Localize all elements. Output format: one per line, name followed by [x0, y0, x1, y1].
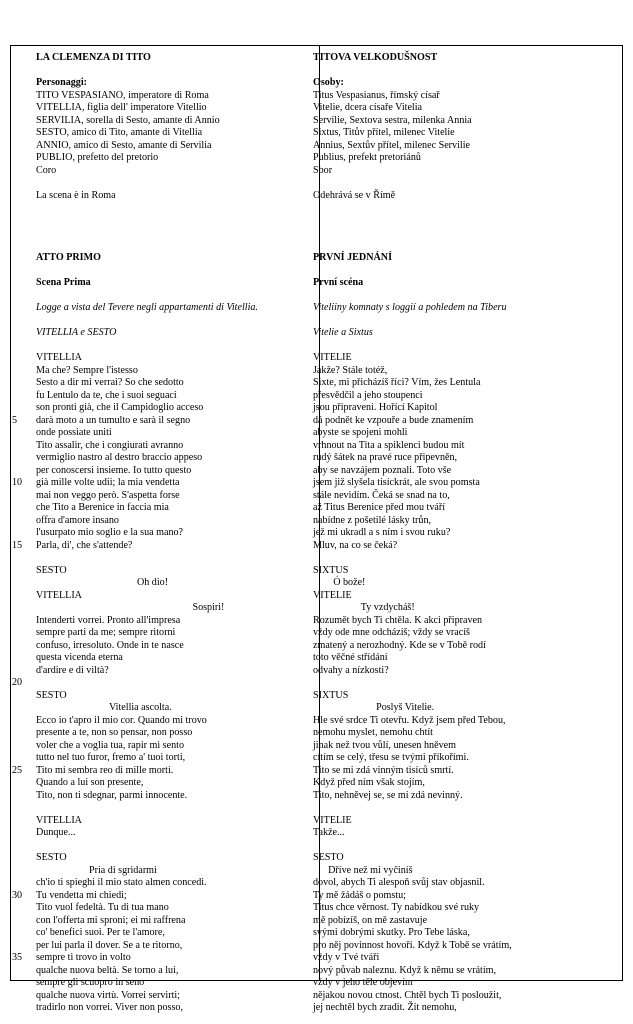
italian-text-line [36, 340, 316, 353]
italian-text-line: già mille volte udii; la mia vendetta [36, 477, 180, 488]
italian-text-line: tradirlo non vorrei. Viver non posso, [36, 1002, 183, 1013]
italian-text-line: Vitellia ascolta. [36, 702, 172, 713]
czech-text-line: nabídne z pošetilé lásky trůn, [313, 514, 432, 526]
italian-text-line: che Tito a Berenice in faccia mia [36, 502, 169, 513]
czech-text-line [313, 315, 611, 328]
italian-text-line: ANNIO, amico di Sesto, amante di Servilia [36, 139, 212, 151]
czech-text-line: Mluv, na co se čeká? [313, 539, 398, 551]
italian-text-line [36, 265, 316, 278]
czech-text-line: pro něj povinnost hovoří. Když k Tobě se vrátím, [313, 939, 512, 951]
czech-text-line: Jakže? Stále totéž, [313, 364, 388, 376]
italian-text-line: confuso, irresoluto. Onde in te nasce [36, 639, 184, 651]
verse-line-number: 5 [12, 414, 18, 426]
czech-text-line: Publius, prefekt pretoriánů [313, 152, 421, 163]
italian-text-line: sempre parti da me; sempre ritorni [36, 627, 176, 638]
czech-text-line: jsem již slyšela tisíckrát, ale svou pomsta [313, 477, 480, 488]
italian-text-line: darà moto a un tumulto e sarà il segno [36, 414, 191, 426]
czech-text-line [313, 215, 611, 228]
czech-text-line: toto věčné střídání [313, 652, 388, 663]
italian-text-line: Intenderti vorrei. Pronto all'impresa [36, 614, 181, 626]
czech-text-line: stále nevidím. Čeká se snad na to, [313, 489, 450, 501]
italian-text-line: offra d'amore insano [36, 514, 119, 526]
italian-text-line: VITELLIA e SESTO [36, 327, 117, 338]
italian-text-line: con l'offerta mi sproni; ei mi raffrena [36, 914, 186, 926]
italian-text-line: PUBLIO, prefetto del pretorio [36, 152, 159, 163]
czech-text-line: Ó bože! [313, 577, 366, 588]
czech-text-line: dá podnět ke vzpouře a bude znamením [313, 414, 474, 426]
italian-text-line: Quando a lui son presente, [36, 777, 144, 788]
italian-text-line: SESTO [36, 564, 67, 576]
czech-text-line: nějakou novou ctnost. Chtěl bych Ti posloužit, [313, 989, 502, 1001]
italian-text-line: Personaggi: [36, 77, 88, 88]
italian-text-line: Sospiri! [36, 602, 225, 613]
italian-text-line: questa vicenda eterna [36, 652, 123, 663]
czech-text-line: aby se navzájem poznali. Toto vše [313, 464, 452, 476]
czech-text-line [313, 677, 611, 690]
italian-text-line: qualche nuova beltà. Se torno a lui, [36, 964, 179, 976]
czech-text-line [313, 65, 611, 78]
czech-text-line: dovol, abych Ti alespoň svůj stav objasnil. [313, 877, 485, 888]
czech-text-line: Takže... [313, 827, 345, 838]
czech-text-line: TITOVA VELKODUŠNOST [313, 52, 438, 63]
czech-text-line: Odehrává se v Římě [313, 189, 396, 201]
czech-text-line: Vitelie, dcera císaře Vitelia [313, 102, 423, 113]
italian-text-line: Tu vendetta mi chiedi; [36, 889, 127, 901]
czech-text-line [313, 177, 611, 190]
czech-text-line: jsou připraveni. Hořící Kapitol [313, 402, 438, 413]
czech-text-line: cítím se celý, třesu se tvými příkořími. [313, 752, 469, 763]
czech-text-line: nemohu myslet, nemohu chtít [313, 727, 433, 738]
italian-text-line: Tito assalir, che i congiurati avranno [36, 439, 184, 451]
czech-text-line [313, 202, 611, 215]
italian-text-line: Sesto a dir mi verrai? So che sedotto [36, 377, 184, 388]
italian-text-line [36, 65, 316, 78]
verse-line-number: 10 [12, 477, 23, 488]
czech-text-line: VITELIE [313, 352, 352, 363]
czech-text-line: Titus Vespasianus, římský císař [313, 89, 440, 101]
italian-text-line: co' benefici suoi. Per te l'amore, [36, 927, 165, 938]
czech-text-line: až Titus Berenice před mou tváří [313, 502, 446, 513]
czech-text-line: Když před ním však stojím, [313, 777, 425, 788]
czech-text-column [313, 52, 611, 1015]
italian-text-line: ATTO PRIMO [36, 252, 101, 263]
italian-text-line: Tito, non ti sdegnar, parmi innocente. [36, 789, 188, 801]
italian-text-line: SERVILIA, sorella di Sesto, amante di Annio [36, 114, 220, 126]
italian-text-line: VITELLIA, figlia dell' imperatore Vitellio [36, 102, 207, 113]
verse-line-number: 35 [12, 952, 23, 963]
czech-text-line: VITELIE [313, 589, 352, 601]
czech-text-line: Annius, Sextův přítel, milenec Servilie [313, 139, 470, 151]
czech-text-line: Titus chce věrnost. Ty nabídkou své ruky [313, 902, 480, 913]
czech-text-line: První scéna [313, 277, 364, 288]
italian-text-line [36, 227, 316, 240]
italian-text-line: Coro [36, 164, 57, 176]
czech-text-line: Tito se mi zdá vinným tisíců smrtí. [313, 764, 454, 776]
czech-text-line: VITELIE [313, 814, 352, 826]
italian-text-line: onde possiate uniti [36, 427, 112, 438]
italian-text-line: LA CLEMENZA DI TITO [36, 52, 151, 63]
italian-text-line: Pria di sgridarmi [36, 864, 157, 876]
czech-text-line: SIXTUS [313, 564, 349, 576]
czech-text-line: rudý šátek na pravé ruce připevněn, [313, 452, 458, 463]
czech-text-line: SESTO [313, 852, 344, 863]
czech-text-line: mě pobízíš, on mě zastavuje [313, 914, 428, 926]
czech-text-line: abyste se spojeni mohli [313, 427, 408, 438]
italian-text-line: d'ardire e di viltà? [36, 664, 109, 676]
verse-line-number: 30 [12, 889, 23, 901]
italian-text-line: Oh dio! [36, 577, 169, 588]
italian-text-line: Tito mi sembra reo di mille morti. [36, 764, 174, 776]
italian-text-line: Tito vuol fedeltà. Tu di tua mano [36, 902, 169, 913]
czech-text-line: jej nechtěl bych zradit. Žít nemohu, [313, 1002, 457, 1013]
czech-text-line: Sbor [313, 164, 333, 176]
czech-text-line [313, 265, 611, 278]
italian-text-line: presente a te, non so pensar, non posso [36, 727, 193, 738]
czech-text-line [313, 552, 611, 565]
italian-text-line: vermiglio nastro al destro braccio appeso [36, 452, 203, 463]
italian-text-line: SESTO, amico di Tito, amante di Vitellia [36, 127, 203, 138]
czech-text-line: vždy ode mne odcházíš; vždy se vracíš [313, 627, 470, 638]
czech-text-line: přesvědčil a jeho stoupenci [313, 389, 423, 401]
italian-text-line [36, 215, 316, 228]
italian-text-line: l'usurpato mio soglio e la sua mano? [36, 527, 184, 538]
czech-text-line: Sixtus, Titův přítel, milenec Vitelie [313, 127, 455, 138]
czech-text-line: Sixte, mi přicházíš říci? Vím, žes Lentula [313, 377, 481, 388]
czech-text-line: Ty vzdycháš! [313, 602, 415, 613]
italian-text-line: Scena Prima [36, 277, 91, 288]
italian-text-line: Parla, di', che s'attende? [36, 539, 133, 551]
czech-text-line: svými dobrými skutky. Pro Tebe láska, [313, 927, 470, 938]
czech-text-line: nový půvab naleznu. Když k němu se vrátím, [313, 964, 497, 976]
italian-text-line: VITELLIA [36, 589, 82, 601]
italian-text-line [36, 240, 316, 253]
italian-text-line: SESTO [36, 852, 67, 863]
italian-text-line: fu Lentulo da te, che i suoi seguaci [36, 389, 177, 401]
italian-text-line: per lui parla il dover. Se a te ritorno, [36, 939, 183, 951]
italian-text-line [36, 202, 316, 215]
italian-text-line: La scena è in Roma [36, 189, 116, 201]
czech-text-line: Hle své srdce Ti otevřu. Když jsem před Tebou, [313, 714, 506, 726]
italian-text-line: sempre gli scuopro in seno [36, 977, 145, 988]
italian-text-line [36, 177, 316, 190]
italian-text-line: TITO VESPASIANO, imperatore di Roma [36, 89, 209, 101]
czech-text-line: SIXTUS [313, 689, 349, 701]
italian-text-line: mai non veggo però. S'aspetta forse [36, 489, 180, 501]
italian-text-line: Ma che? Sempre l'istesso [36, 364, 138, 376]
italian-text-line: SESTO [36, 689, 67, 701]
italian-text-line: ch'io ti spieghi il mio stato almen concedi. [36, 877, 207, 888]
czech-text-line: jinak než tvou vůlí, unesen hněvem [313, 739, 456, 751]
italian-text-line: voler che a voglia tua, rapir mi sento [36, 739, 184, 751]
czech-text-line: Dříve než mi vyčiníš [313, 864, 413, 876]
czech-text-line: Tito, nehněvej se, se mi zdá nevinný. [313, 789, 463, 801]
italian-text-line [36, 802, 316, 815]
czech-text-line: PRVNÍ JEDNÁNÍ [313, 252, 392, 263]
verse-line-number: 25 [12, 764, 23, 776]
czech-text-line [313, 340, 611, 353]
italian-text-line: Logge a vista del Tevere negli appartamenti di Vitellia. [36, 302, 258, 313]
italian-text-line [36, 290, 316, 303]
italian-text-line: tutto nel tuo furor, fremo a' tuoi torti, [36, 752, 186, 763]
czech-text-line: zmatený a nerozhodný. Kde se v Tobě rodí [313, 639, 486, 651]
verse-line-number: 20 [12, 677, 23, 688]
czech-text-line [313, 802, 611, 815]
czech-text-line: vždy v jeho těle objevím [313, 977, 413, 988]
czech-text-line: Viteliiny komnaty s loggií a pohledem na Tiberu [313, 302, 507, 313]
italian-text-line: VITELLIA [36, 814, 82, 826]
czech-text-line: vždy v Tvé tváři [313, 952, 380, 963]
czech-text-line [313, 240, 611, 253]
italian-text-line [36, 840, 316, 853]
verse-line-number: 15 [12, 539, 23, 551]
czech-text-line: vrhnout na Tita a spiklenci budou mít [313, 439, 465, 451]
italian-text-line: Ecco io t'apro il mio cor. Quando mi trovo [36, 714, 207, 726]
czech-text-line: Rozumět bych Ti chtěla. K akci připraven [313, 614, 483, 626]
czech-text-line: Osoby: [313, 77, 344, 88]
czech-text-line: odvahy a nízkosti? [313, 664, 389, 676]
italian-text-line: son pronti già, che il Campidoglio acceso [36, 402, 204, 413]
italian-text-line: VITELLIA [36, 352, 82, 363]
italian-text-line: per conoscersi insieme. Io tutto questo [36, 464, 192, 476]
czech-text-line: Vitelie a Sixtus [313, 327, 373, 338]
italian-text-line: Dunque... [36, 827, 76, 838]
czech-text-line: Servilie, Sextova sestra, milenka Annia [313, 114, 472, 126]
italian-text-line [36, 552, 316, 565]
parallel-text-table [10, 45, 623, 1013]
italian-text-column [36, 52, 316, 1015]
italian-text-line: sempre ti trovo in volto [36, 952, 131, 963]
italian-text-line [36, 677, 316, 690]
czech-text-line: jež mi ukradl a s ním i svou ruku? [313, 527, 451, 538]
italian-text-line: qualche nuova virtù. Vorrei servirti; [36, 989, 180, 1001]
italian-text-line [36, 315, 316, 328]
czech-text-line: Ty mě žádáš o pomstu; [313, 889, 406, 901]
czech-text-line [313, 840, 611, 853]
czech-text-line: Poslyš Vitelie. [313, 702, 435, 713]
czech-text-line [313, 227, 611, 240]
czech-text-line [313, 290, 611, 303]
